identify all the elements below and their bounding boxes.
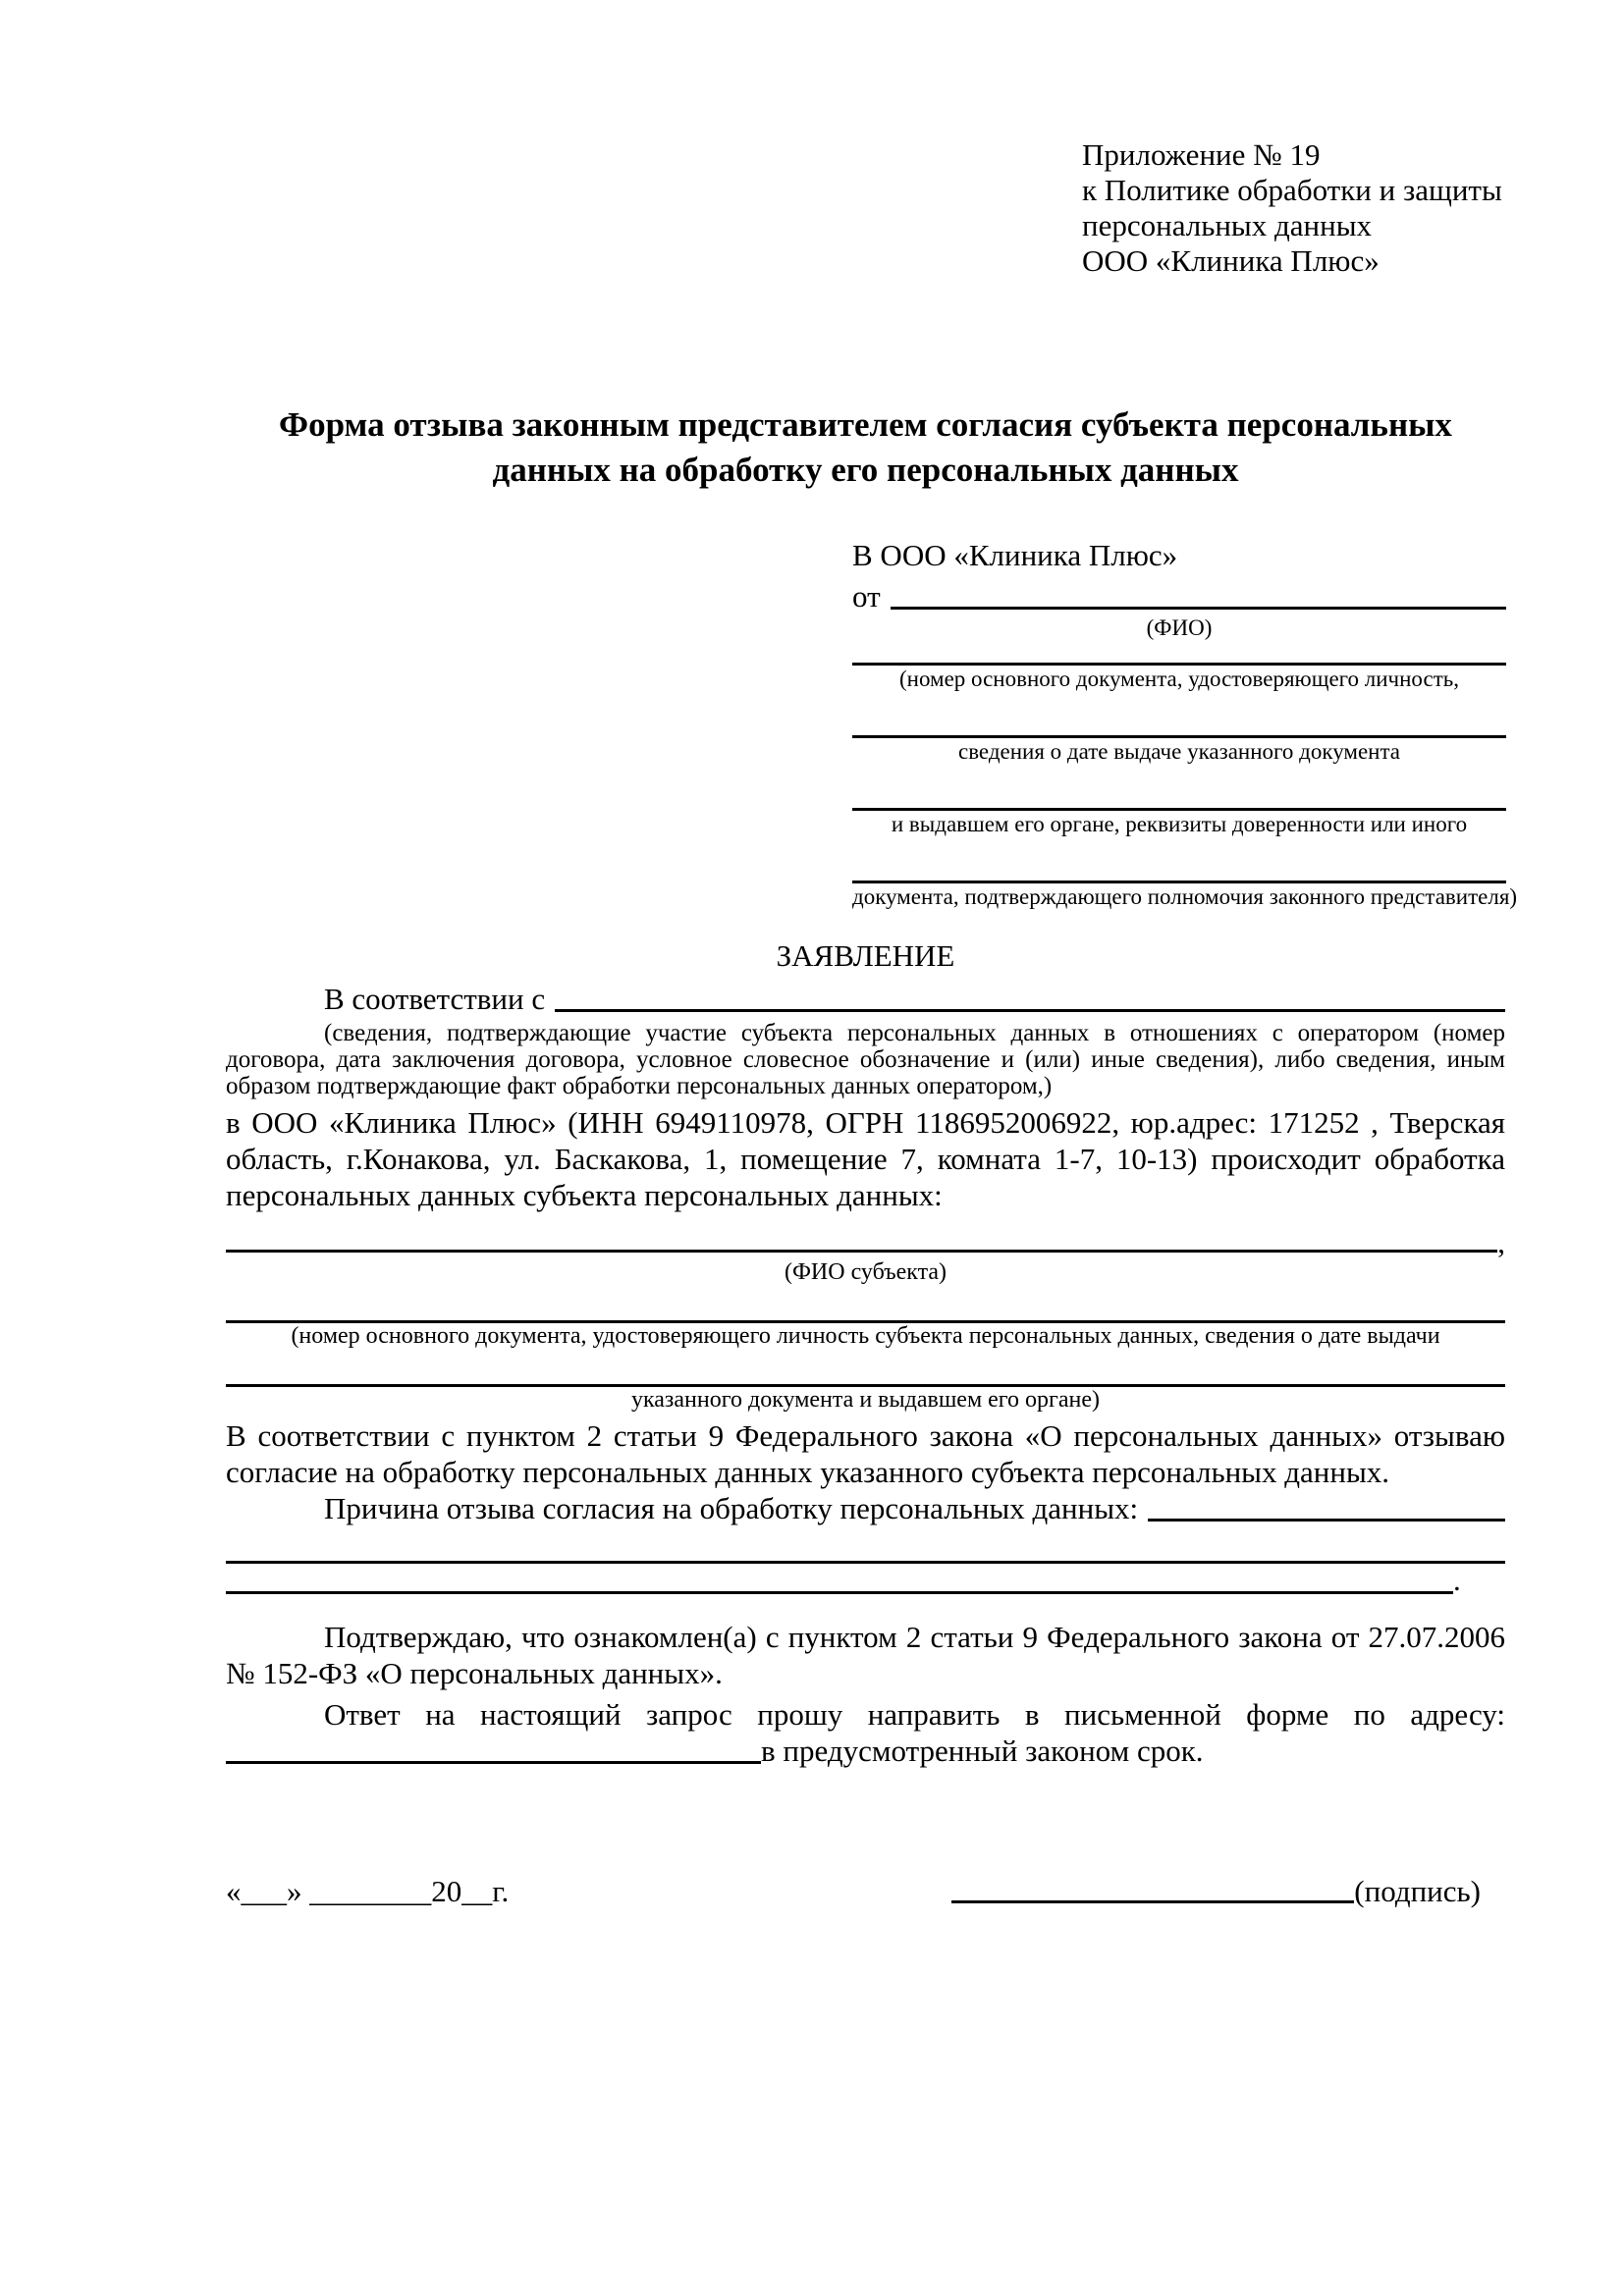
accordance-prefix: В соответствии с [324,982,546,1016]
line-caption-issue-date: сведения о дате выдаче указанного документа [957,739,1401,764]
fio-fill-line [891,578,1506,610]
subject-doc-caption: (номер основного документа, удостоверяющего личность субъекта персональных данных, сведения о дате выдачи [291,1323,1440,1349]
fine-print-note: (сведения, подтверждающие участие субъекта персональных данных в отношениях с оператором (номер договора, дата заключения договора, условное словесное обозначение и (или) иные сведения), либо сведения, иным образом подтверждающие факт обработки персональных данных оператором,) [226,1020,1505,1099]
blank-line-doc-number [852,641,1506,666]
subject-fio-caption: (ФИО субъекта) [784,1259,947,1285]
reason-row [226,1490,1505,1526]
blank-line-issue-date [852,706,1506,738]
addressee-block [852,538,1518,910]
fio-caption: (ФИО) [1146,615,1213,640]
signature-caption: (подпись) [1354,1874,1481,1908]
reason-prefix: Причина отзыва согласия на обработку персональных данных: [324,1491,1139,1525]
reason-end-line [226,1564,1453,1594]
subject-doc-caption-2: указанного документа и выдавшем его органе) [630,1387,1101,1413]
appendix-line: ООО «Клиника Плюс» [1082,243,1380,278]
reply-tail: в предусмотренный законом срок. [761,1734,1204,1768]
appendix-line: Приложение № 19 [1082,137,1321,172]
line-caption-authority: документа, подтверждающего полномочия законного представителя) [852,884,1518,909]
confirm-paragraph: Подтверждаю, что ознакомлен(а) с пунктом 2 статьи 9 Федерального закона от 27.07.2006 № 152-ФЗ «О персональных данных». [226,1620,1505,1690]
reason-fill-line [1148,1490,1505,1522]
appendix-line: персональных данных [1082,208,1373,242]
appendix-line: к Политике обработки и защиты [1082,173,1502,207]
document-title: Форма отзыва законным представителем согласия субъекта персональных данных на обработку его персональных данных [279,405,1452,489]
footer-row [226,1873,1505,1909]
signature-block [951,1873,1505,1909]
accordance-row [226,981,1505,1017]
reason-blank-line [226,1526,1505,1564]
addressee-organization: В ООО «Клиника Плюс» [852,538,1178,572]
withdrawal-paragraph: В соответствии с пунктом 2 статьи 9 Федерального закона «О персональных данных» отзываю согласие на обработку персональных данных указанного субъекта персональных данных. [226,1418,1505,1489]
reason-period: . [1453,1563,1461,1597]
accordance-fill-line [555,981,1505,1012]
operator-paragraph: в ООО «Клиника Плюс» (ИНН 6949110978, ОГРН 1186952006922, юр.адрес: 171252 , Тверская область, г.Конакова, ул. Баскакова, 1, помещение 7, комната 1-7, 10-13) происходит обработка персональных данных субъекта персональных данных: [226,1105,1505,1212]
from-label: от [852,579,881,614]
subject-doc-blank-line [226,1296,1505,1323]
reply-paragraph: Ответ на настоящий запрос прошу направить в письменной форме по адресу: [324,1697,1505,1732]
blank-line-issuer [852,778,1506,811]
from-row [852,578,1506,614]
statement-heading: ЗАЯВЛЕНИЕ [776,938,955,973]
reply-address-fill-line [226,1733,761,1764]
blank-line-authority [852,851,1506,883]
statement-body [226,937,1505,1769]
line-caption-doc-number: (номер основного документа, удостоверяющего личность, [898,667,1459,691]
reason-end-row [226,1564,1505,1597]
subject-fio-row [226,1225,1505,1259]
reply-address-row [226,1733,1505,1769]
subject-comma: , [1497,1225,1505,1259]
date-blank: «___» ________20__г. [226,1874,510,1908]
line-caption-issuer: и выдавшем его органе, реквизиты доверенности или иного [891,812,1468,836]
appendix-block [1082,137,1502,279]
signature-line [951,1873,1354,1903]
subject-fio-fill-line [226,1229,1497,1253]
subject-doc-blank-line-2 [226,1360,1505,1387]
